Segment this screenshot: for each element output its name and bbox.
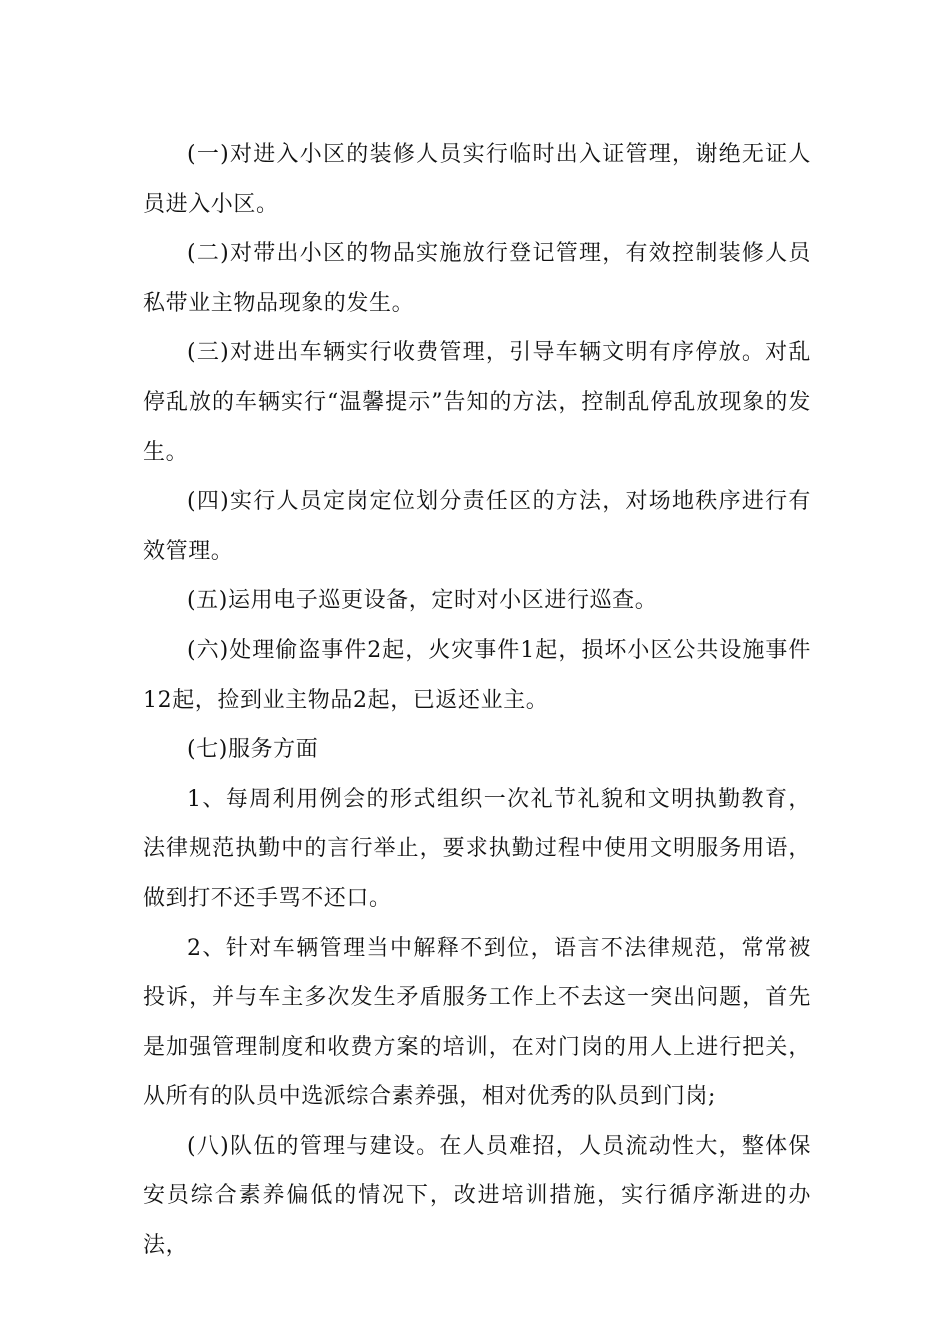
paragraph-6: (六)处理偷盗事件2起，火灾事件1起，损坏小区公共设施事件12起，捡到业主物品2起，已返还业主。 bbox=[143, 637, 811, 713]
paragraph-9: 2、针对车辆管理当中解释不到位，语言不法律规范，常常被投诉，并与车主多次发生矛盾服务工作上不去这一突出问题，首先是加强管理制度和收费方案的培训，在对门岗的用人上进行把关，从所有的队员中选派综合素养强，相对优秀的队员到门岗; bbox=[143, 935, 811, 1110]
paragraph-3: (三)对进出车辆实行收费管理，引导车辆文明有序停放。对乱停乱放的车辆实行“温馨提示”告知的方法，控制乱停乱放现象的发生。 bbox=[143, 340, 811, 465]
paragraph-10: (八)队伍的管理与建设。在人员难招，人员流动性大，整体保安员综合素养偏低的情况下，改进培训措施，实行循序渐进的办法， bbox=[143, 1133, 811, 1259]
paragraph-7: (七)服务方面 bbox=[187, 737, 319, 763]
paragraph-1: (一)对进入小区的装修人员实行临时出入证管理，谢绝无证人员进入小区。 bbox=[143, 142, 811, 217]
document-body bbox=[143, 130, 811, 1271]
paragraph-4: (四)实行人员定岗定位划分责任区的方法，对场地秩序进行有效管理。 bbox=[143, 489, 811, 564]
paragraph-5: (五)运用电子巡更设备，定时对小区进行巡查。 bbox=[187, 588, 658, 614]
paragraph-2: (二)对带出小区的物品实施放行登记管理，有效控制装修人员私带业主物品现象的发生。 bbox=[143, 241, 811, 316]
paragraph-8: 1、每周利用例会的形式组织一次礼节礼貌和文明执勤教育，法律规范执勤中的言行举止，要求执勤过程中使用文明服务用语，做到打不还手骂不还口。 bbox=[143, 786, 811, 911]
